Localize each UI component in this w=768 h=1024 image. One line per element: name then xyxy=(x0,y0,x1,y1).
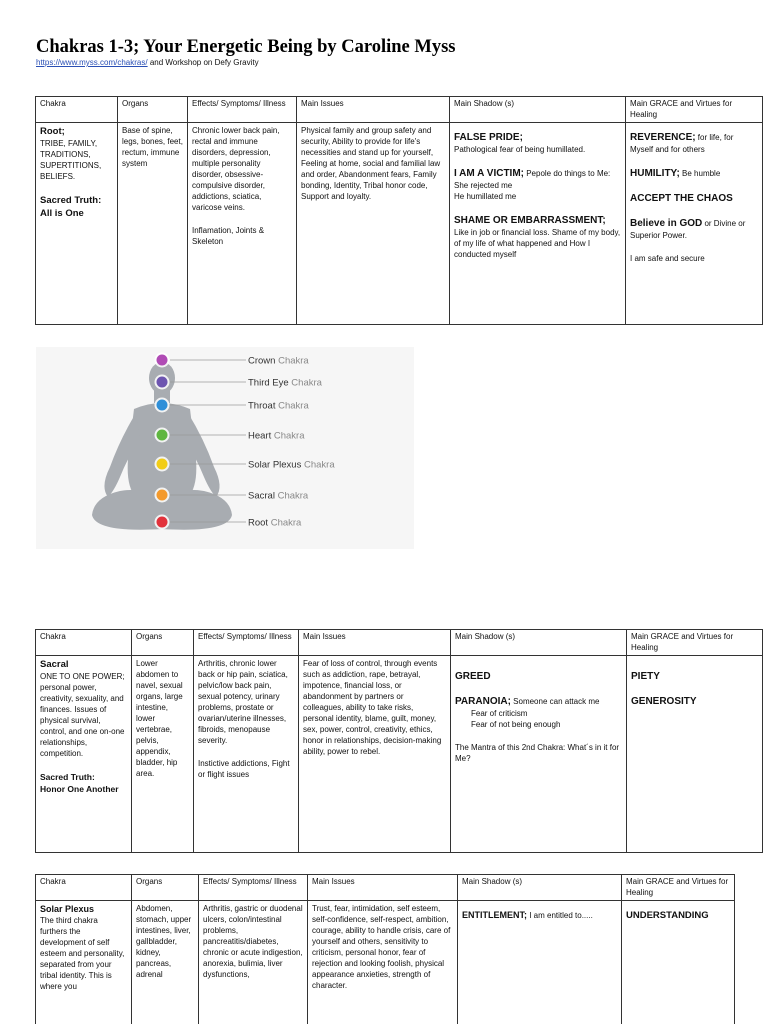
shadow-text: Pepole do things to Me: xyxy=(524,169,611,178)
grace-title: PIETY xyxy=(631,671,660,682)
shadow-text: He humillated me xyxy=(454,192,517,201)
sacred-truth-label: Sacred Truth: xyxy=(40,195,102,206)
grace-text: I am safe and secure xyxy=(630,254,705,263)
sacred-truth-label: Sacred Truth: xyxy=(40,772,95,782)
issues-cell: Trust, fear, intimidation, self esteem, self-confidence, self-respect, ambition, courage, ability to handle crisis, care of yourself and others, sensitivity to criticism, personal honor, fear of rejection and looking foolish, physical appearance anxieties, strength of character. xyxy=(308,901,458,1024)
shadow-text: Pathological fear of being humillated. xyxy=(454,145,586,154)
chakra-cell xyxy=(36,656,132,853)
issues-cell: Physical family and group safety and security, Ability to provide for life's necessities and stand up for yourself, Feeling at home, social and familial law and order, Abandonment fears, Family bonding, Identity, Tribal honor code, Support and loyalty. xyxy=(297,123,450,325)
shadow-text: Fear of criticism xyxy=(471,709,528,718)
header-chakra: Chakra xyxy=(36,875,132,901)
grace-title: GENEROSITY xyxy=(631,696,697,707)
shadow-text: Fear of not being enough xyxy=(471,720,561,729)
shadow-cell xyxy=(451,656,627,853)
chakra-name: Root; xyxy=(40,126,65,137)
shadow-cell xyxy=(458,901,622,1024)
issues-cell: Fear of loss of control, through events such as addiction, rape, betrayal, impotence, financial loss, or abandonment by partners or colleagues, ability to take risks, personal identity, blame, guilt, money, sex, power, control, creativity, ethics, honor in relationships, decision-making ability, power to rebel. xyxy=(299,656,451,853)
grace-title: Believe in GOD xyxy=(630,218,703,229)
table-row xyxy=(36,656,763,853)
shadow-title: GREED xyxy=(455,671,491,682)
chakra-cell xyxy=(36,123,118,325)
third-eye-chakra-label: Third Eye Chakra xyxy=(248,377,322,389)
effects-text: Chronic lower back pain, rectal and immune disorders, depression, multiple personality disorder, obsessive-compulsive disorder, addictions, sciatica, varicose veins. xyxy=(192,126,280,212)
chakra-labels xyxy=(248,356,335,529)
header-chakra: Chakra xyxy=(36,630,132,656)
chakra-name: Sacral xyxy=(40,659,69,670)
third-eye-chakra-dot xyxy=(157,377,168,388)
crown-chakra-dot xyxy=(157,355,168,366)
table-row xyxy=(36,901,735,1024)
throat-chakra-dot xyxy=(157,400,168,411)
shadow-title: ENTITLEMENT; xyxy=(462,910,527,920)
header-organs: Organs xyxy=(118,97,188,123)
root-chakra-label: Root Chakra xyxy=(248,517,302,529)
header-shadow: Main Shadow (s) xyxy=(451,630,627,656)
table-header-row xyxy=(36,97,763,123)
header-effects: Effects/ Symptoms/ Illness xyxy=(199,875,308,901)
shadow-text: Like in job or financial loss. Shame of my body, of my life of what happened and How I conducted myself xyxy=(454,228,621,259)
organs-cell: Base of spine, legs, bones, feet, rectum, immune system xyxy=(118,123,188,325)
grace-cell xyxy=(626,123,763,325)
crown-chakra-label: Crown Chakra xyxy=(248,355,309,367)
header-shadow: Main Shadow (s) xyxy=(458,875,622,901)
root-chakra-dot xyxy=(157,517,168,528)
shadow-text: She rejected me xyxy=(454,181,513,190)
meditating-figure-illustration xyxy=(36,347,414,549)
header-shadow: Main Shadow (s) xyxy=(450,97,626,123)
shadow-title: I AM A VICTIM; xyxy=(454,168,524,179)
grace-text: or Divine or Superior Power. xyxy=(630,219,746,240)
mantra-text: The Mantra of this 2nd Chakra: What´s in it for Me? xyxy=(455,743,620,763)
effects-cell xyxy=(194,656,299,853)
header-issues: Main Issues xyxy=(297,97,450,123)
chakra-figure xyxy=(36,347,414,549)
chakra-description: The third chakra furthers the development of self esteem and personality, separated from your tribal identity. This is where you xyxy=(40,916,125,991)
grace-cell xyxy=(622,901,735,1024)
document-title: Chakras 1-3; Your Energetic Being by Caroline Myss xyxy=(36,37,456,57)
header-organs: Organs xyxy=(132,875,199,901)
solar-plexus-chakra-label: Solar Plexus Chakra xyxy=(248,459,335,471)
chakra-description: TRIBE, FAMILY, TRADITIONS, SUPERTITIONS, BELIEFS. xyxy=(40,139,102,181)
source-link[interactable]: https://www.myss.com/chakras/ xyxy=(36,58,148,67)
heart-chakra-dot xyxy=(157,430,168,441)
throat-chakra-label: Throat Chakra xyxy=(248,400,309,412)
sacral-chakra-dot xyxy=(157,490,168,501)
grace-text: Be humble xyxy=(679,169,721,178)
shadow-cell xyxy=(450,123,626,325)
heart-chakra-label: Heart Chakra xyxy=(248,430,305,442)
source-line xyxy=(36,58,259,67)
grace-title: UNDERSTANDING xyxy=(626,910,709,921)
header-chakra: Chakra xyxy=(36,97,118,123)
effects-text-2: Instictive addictions, Fight or flight issues xyxy=(198,759,290,779)
grace-title: ACCEPT THE CHAOS xyxy=(630,193,733,204)
source-suffix: and Workshop on Defy Gravity xyxy=(147,58,259,67)
table-header-row xyxy=(36,630,763,656)
header-grace: Main GRACE and Virtues for Healing xyxy=(627,630,763,656)
shadow-text: I am entitled to..... xyxy=(527,911,593,920)
organs-cell: Lower abdomen to navel, sexual organs, large intestine, lower vertebrae, pelvis, appendix, bladder, hip area. xyxy=(132,656,194,853)
header-issues: Main Issues xyxy=(299,630,451,656)
sacral-chakra-table xyxy=(35,629,763,853)
grace-text: for life, for Myself and for others xyxy=(630,133,734,154)
grace-title: REVERENCE; xyxy=(630,132,696,143)
header-issues: Main Issues xyxy=(308,875,458,901)
sacred-truth: Honor One Another xyxy=(40,784,119,794)
grace-cell xyxy=(627,656,763,853)
shadow-title: SHAME OR EMBARRASSMENT; xyxy=(454,215,606,226)
header-effects: Effects/ Symptoms/ Illness xyxy=(194,630,299,656)
header-effects: Effects/ Symptoms/ Illness xyxy=(188,97,297,123)
solar-plexus-chakra-dot xyxy=(157,459,168,470)
effects-cell xyxy=(188,123,297,325)
effects-text: Arthritis, chronic lower back or hip pain, sciatica, pelvic/low back pain, sexual potency, urinary problems, prostate or ovarian/uterine illnesses, fibroids, menopause severity. xyxy=(198,659,288,745)
shadow-text: Someone can attack me xyxy=(510,697,600,706)
table-header-row xyxy=(36,875,735,901)
chakra-name: Solar Plexus xyxy=(40,904,95,914)
shadow-title: FALSE PRIDE; xyxy=(454,132,523,143)
root-chakra-table xyxy=(35,96,763,325)
header-grace: Main GRACE and Virtues for Healing xyxy=(626,97,763,123)
effects-cell: Arthritis, gastric or duodenal ulcers, colon/intestinal problems, pancreatitis/diabetes, chronic or acute indigestion, anorexia, bulimia, liver dysfunctions, xyxy=(199,901,308,1024)
shadow-title: PARANOIA; xyxy=(455,696,511,707)
organs-cell: Abdomen, stomach, upper intestines, liver, gallbladder, kidney, pancreas, adrenal xyxy=(132,901,199,1024)
table-row xyxy=(36,123,763,325)
sacral-chakra-label: Sacral Chakra xyxy=(248,490,309,502)
header-organs: Organs xyxy=(132,630,194,656)
solar-plexus-chakra-table xyxy=(35,874,735,1024)
effects-text-2: Inflamation, Joints & Skeleton xyxy=(192,226,265,246)
chakra-cell xyxy=(36,901,132,1024)
sacred-truth: All is One xyxy=(40,208,84,219)
chakra-description: ONE TO ONE POWER; personal power, creativity, sexuality, and finances. Issues of physical survival, control, and one on-one relationships, competition. xyxy=(40,672,125,758)
header-grace: Main GRACE and Virtues for Healing xyxy=(622,875,735,901)
grace-title: HUMILITY; xyxy=(630,168,680,179)
